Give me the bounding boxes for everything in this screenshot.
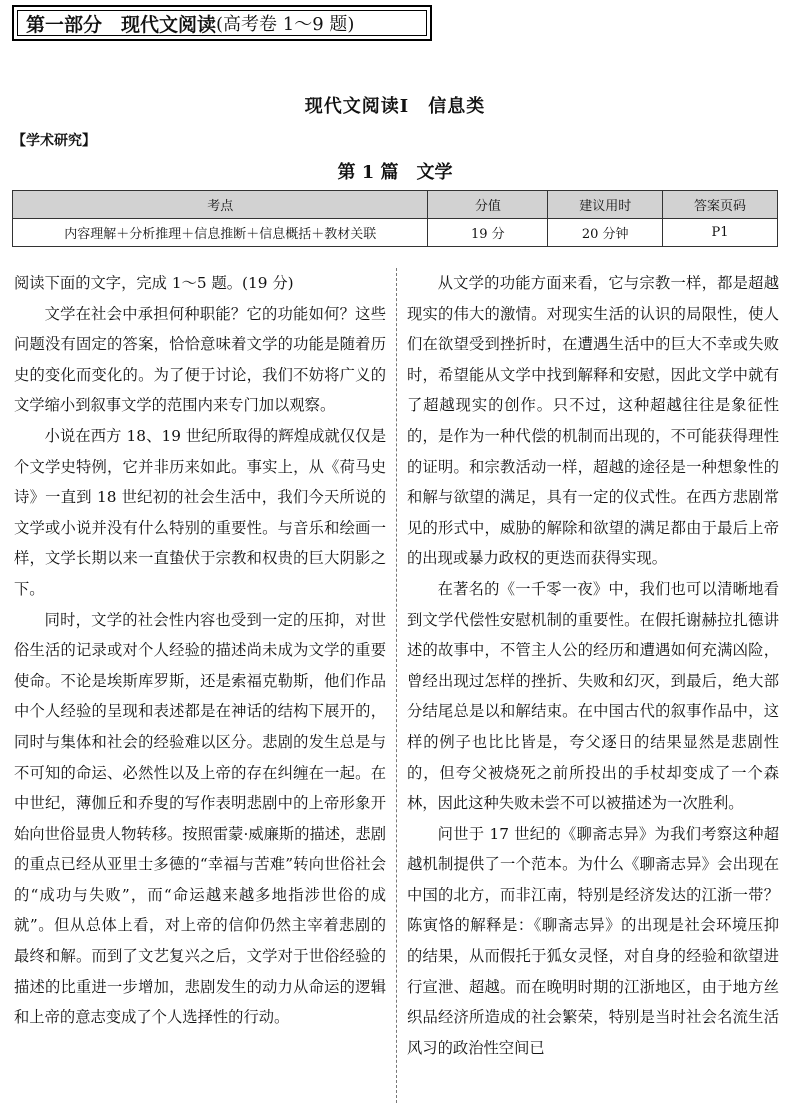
header-cell-score: 分值 — [428, 191, 548, 219]
cell-answer-page: P1 — [663, 219, 778, 247]
cell-topic: 内容理解＋分析推理＋信息推断＋信息概括＋教材关联 — [13, 219, 428, 247]
main-title: 现代文阅读Ⅰ 信息类 — [304, 96, 486, 117]
table-header-row — [13, 191, 778, 219]
paragraph: 从文学的功能方面来看，它与宗教一样，都是超越现实的伟大的激情。对现实生活的认识的局限性，使人们在欲望受到挫折时，在遭遇生活中的巨大不幸或失败时，希望能从文学中找到解释和安慰，因此文学中就有了超越现实的创作。只不过，这种超越往往是象征性的，是作为一种代偿的机制而出现的，不可能获得理性的证明。和宗教活动一样，超越的途径是一种想象性的和解与欲望的满足，具有一定的仪式性。在西方悲剧常见的形式中，威胁的解除和欲望的满足都由于最后上帝的出现或暴力政权的更迭而获得实现。 — [407, 274, 779, 568]
paragraph: 小说在西方 18、19 世纪所取得的辉煌成就仅仅是个文学史特例，它并非历来如此。事实上，从《荷马史诗》一直到 18 世纪初的社会生活中，我们今天所说的文学或小说并没有什么特别的重要性。与音乐和绘画一样，文学长期以来一直蛰伏于宗教和权贵的巨大阴影之下。 — [14, 426, 386, 598]
instruction: 阅读下面的文字，完成 1～5 题。(19 分) — [14, 274, 294, 292]
cell-score: 19 分 — [428, 219, 548, 247]
paragraph: 文学在社会中承担何种职能？它的功能如何？这些问题没有固定的答案，恰恰意味着文学的功能是随着历史的变化而变化的。为了便于讨论，我们不妨将广义的文学缩小到叙事文学的范围内来专门加以观察。 — [14, 304, 386, 415]
part-title: 第一部分 现代文阅读 — [26, 13, 217, 36]
paragraph: 同时，文学的社会性内容也受到一定的压抑，对世俗生活的记录或对个人经验的描述尚未成为文学的重要使命。不论是埃斯库罗斯，还是索福克勒斯，他们作品中个人经验的呈现和表述都是在神话的结构下展开的，同时与集体和社会的经验难以区分。悲剧的发生总是与不可知的命运、必然性以及上帝的存在纠缠在一起。在中世纪，薄伽丘和乔叟的写作表明悲剧中的上帝形象开始向世俗显贵人物转移。按照雷蒙·威廉斯的描述，悲剧的重点已经从亚里士多德的“幸福与苦难”转向世俗社会的“成功与失败”，而“命运越来越多地指涉世俗的成就”。但从总体上看，对上帝的信仰仍然主宰着悲剧的最终和解。而到了文艺复兴之后，文学对于世俗经验的描述的比重进一步增加，悲剧发生的动力从命运的逻辑和上帝的意志变成了个人选择性的行动。 — [14, 610, 386, 1027]
left-column — [14, 268, 386, 1033]
header-cell-answer-page: 答案页码 — [663, 191, 778, 219]
paragraph: 在著名的《一千零一夜》中，我们也可以清晰地看到文学代偿性安慰机制的重要性。在假托谢赫拉扎德讲述的故事中，不管主人公的经历和遭遇如何充满凶险，曾经出现过怎样的挫折、失败和幻灭，到最后，绝大部分结尾总是以和解结束。在中国古代的叙事作品中，这样的例子也比比皆是，夸父逐日的结果显然是悲剧性的，但夸父被烧死之前所投出的手杖却变成了一个森林，因此这种失败未尝不可以被描述为一次胜利。 — [407, 579, 779, 813]
table-row — [13, 219, 778, 247]
info-table — [12, 190, 778, 247]
paragraph: 问世于 17 世纪的《聊斋志异》为我们考察这种超越机制提供了一个范本。为什么《聊斋志异》会出现在中国的北方，而非江南，特别是经济发达的江浙一带？陈寅恪的解释是：《聊斋志异》的出现是社会环境压抑的结果，从而假托于狐女灵怪，对自身的经验和欲望进行宣泄、超越。而在晚明时期的江浙地区，由于地方丝织品经济所造成的社会繁荣，特别是当时社会名流生活风习的政治性空间已 — [407, 824, 779, 1057]
category-tag: 【学术研究】 — [12, 133, 96, 149]
part-header — [12, 5, 432, 41]
cell-time: 20 分钟 — [548, 219, 663, 247]
header-cell-time: 建议用时 — [548, 191, 663, 219]
section-title: 第 1 篇 文学 — [337, 162, 453, 183]
column-divider — [396, 268, 397, 1103]
part-subtitle: (高考卷 1～9 题) — [216, 14, 355, 35]
header-cell-topic: 考点 — [13, 191, 428, 219]
right-column — [407, 268, 779, 1063]
part-header-inner — [17, 10, 427, 36]
